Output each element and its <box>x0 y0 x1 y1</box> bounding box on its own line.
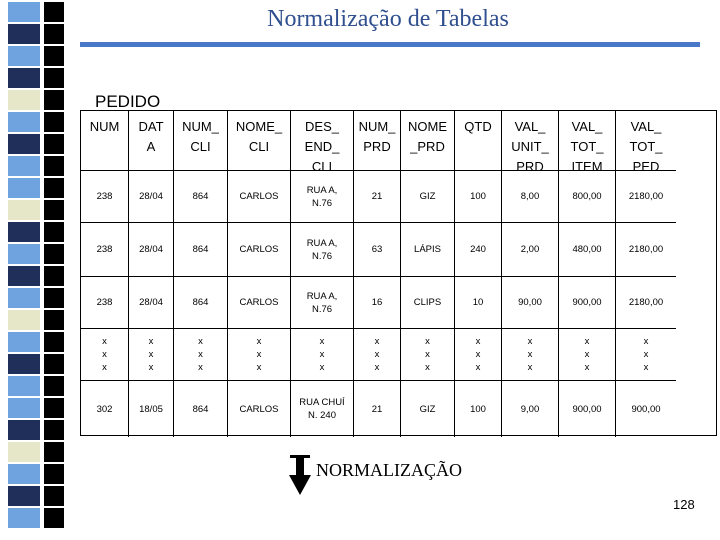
table-cell: x x x <box>559 329 616 381</box>
table-grid <box>81 111 716 435</box>
normalization-indicator <box>288 455 462 495</box>
column-header: NUM_ CLI <box>174 111 228 171</box>
table-cell: RUA A, N.76 <box>291 223 354 277</box>
table-cell: 100 <box>455 171 502 223</box>
column-header: DES_ END_ CLI <box>291 111 354 171</box>
table-cell: 10 <box>455 277 502 329</box>
decorative-tile-shadow <box>44 354 64 374</box>
table-cell: 2180,00 <box>616 277 676 329</box>
decorative-tile <box>8 244 40 264</box>
table-cell: x x x <box>455 329 502 381</box>
decorative-tile <box>8 354 40 374</box>
decorative-tile <box>8 90 40 110</box>
decorative-tile-shadow <box>44 398 64 418</box>
table-cell: 900,00 <box>631 403 661 415</box>
table-cell: x x x <box>81 329 129 381</box>
decorative-tile-shadow <box>44 156 64 176</box>
table-cell: 21 <box>354 171 401 223</box>
decorative-tile-shadow <box>44 90 64 110</box>
table-cell: x x x <box>401 329 455 381</box>
decorative-tile-shadow <box>44 288 64 308</box>
decorative-tile <box>8 134 40 154</box>
decorative-tile <box>8 178 40 198</box>
table-cell: 480,00 <box>559 223 616 277</box>
column-header: DAT A <box>129 111 174 171</box>
decorative-tile-shadow <box>44 442 64 462</box>
table-cell: GIZ <box>401 171 455 223</box>
table-cell: 28/04 <box>129 223 174 277</box>
table-cell: 16 <box>354 277 401 329</box>
decorative-tile-shadow <box>44 420 64 440</box>
table-cell: 302 <box>81 381 129 437</box>
pedido-table <box>80 110 717 436</box>
table-cell: x x x <box>354 329 401 381</box>
table-cell: x x x <box>502 329 559 381</box>
table-cell: 238 <box>81 277 129 329</box>
table-label: PEDIDO <box>95 92 161 111</box>
decorative-tile-shadow <box>44 222 64 242</box>
table-cell: x x x <box>291 329 354 381</box>
decorative-tile-shadow <box>44 134 64 154</box>
decorative-tile-shadow <box>44 266 64 286</box>
table-cell: 2180,00 <box>616 171 676 223</box>
table-cell: 864 <box>174 277 228 329</box>
table-cell: 2,00 <box>502 223 559 277</box>
decorative-tile <box>8 266 40 286</box>
slide-title: Normalização de Tabelas <box>267 6 509 32</box>
table-cell: 900,00 <box>559 381 616 437</box>
decorative-tile-shadow <box>44 376 64 396</box>
decorative-tile <box>8 398 40 418</box>
decorative-tile <box>8 200 40 220</box>
decorative-tile-shadow <box>44 508 64 528</box>
decorative-tile <box>8 288 40 308</box>
decorative-tile <box>8 112 40 132</box>
table-cell: LÁPIS <box>401 223 455 277</box>
table-cell: 21 <box>354 381 401 437</box>
decorative-tile-shadow <box>44 46 64 66</box>
decorative-tile <box>8 68 40 88</box>
table-cell: CARLOS <box>228 381 291 437</box>
table-cell: RUA A, N.76 <box>291 277 354 329</box>
column-header: VAL_ TOT_ ITEM <box>559 111 616 171</box>
decorative-tile-shadow <box>44 178 64 198</box>
table-cell: 28/04 <box>129 277 174 329</box>
decorative-tile <box>8 376 40 396</box>
table-cell: x x x <box>129 329 174 381</box>
decorative-tile <box>8 464 40 484</box>
table-cell: CARLOS <box>228 223 291 277</box>
decorative-tile <box>8 486 40 506</box>
table-cell: 18/05 <box>129 381 174 437</box>
table-cell: 240 <box>455 223 502 277</box>
decorative-tile <box>8 420 40 440</box>
column-header: VAL_ UNIT_ PRD <box>502 111 559 171</box>
decorative-tile-shadow <box>44 68 64 88</box>
table-cell: 900,00 <box>559 277 616 329</box>
table-cell: 238 <box>81 223 129 277</box>
decorative-tile <box>8 508 40 528</box>
table-cell: CLIPS <box>401 277 455 329</box>
table-cell: 90,00 <box>502 277 559 329</box>
table-cell: CARLOS <box>228 171 291 223</box>
table-cell: 8,00 <box>502 171 559 223</box>
table-cell: 238 <box>81 171 129 223</box>
decorative-tile-shadow <box>44 310 64 330</box>
decorative-tile-strip <box>0 0 64 540</box>
table-cell: CARLOS <box>228 277 291 329</box>
table-cell: x x x <box>174 329 228 381</box>
table-cell: x x x <box>616 329 676 381</box>
table-cell: x x x <box>228 329 291 381</box>
decorative-tile-shadow <box>44 332 64 352</box>
decorative-tile-shadow <box>44 486 64 506</box>
page-number: 128 <box>673 497 695 512</box>
decorative-tile-shadow <box>44 464 64 484</box>
decorative-tile-shadow <box>44 200 64 220</box>
table-cell: 2180,00 <box>616 223 676 277</box>
column-header: NUM <box>81 111 129 171</box>
decorative-tile <box>8 222 40 242</box>
table-cell: 100 <box>455 381 502 437</box>
column-header: NUM_ PRD <box>354 111 401 171</box>
decorative-tile <box>8 156 40 176</box>
column-header: NOME _PRD <box>401 111 455 171</box>
decorative-tile-shadow <box>44 112 64 132</box>
table-cell: RUA A, N.76 <box>291 171 354 223</box>
arrow-down-icon <box>288 455 312 495</box>
title-underline <box>80 42 700 47</box>
table-cell: 864 <box>174 223 228 277</box>
decorative-tile <box>8 46 40 66</box>
table-cell: 28/04 <box>129 171 174 223</box>
table-cell: 63 <box>354 223 401 277</box>
column-header: VAL_ TOT_ PED <box>616 111 676 171</box>
normalization-label: NORMALIZAÇÃO <box>316 459 462 480</box>
decorative-tile <box>8 310 40 330</box>
table-cell: 864 <box>174 381 228 437</box>
table-cell: RUA CHUÍ N. 240 <box>291 381 354 437</box>
decorative-tile <box>8 332 40 352</box>
table-cell: 800,00 <box>559 171 616 223</box>
table-cell: 9,00 <box>502 381 559 437</box>
table-cell: 864 <box>174 171 228 223</box>
decorative-tile <box>8 442 40 462</box>
column-header: NOME_ CLI <box>228 111 291 171</box>
decorative-tile-shadow <box>44 244 64 264</box>
column-header: QTD <box>455 111 502 171</box>
table-cell: GIZ <box>401 381 455 437</box>
